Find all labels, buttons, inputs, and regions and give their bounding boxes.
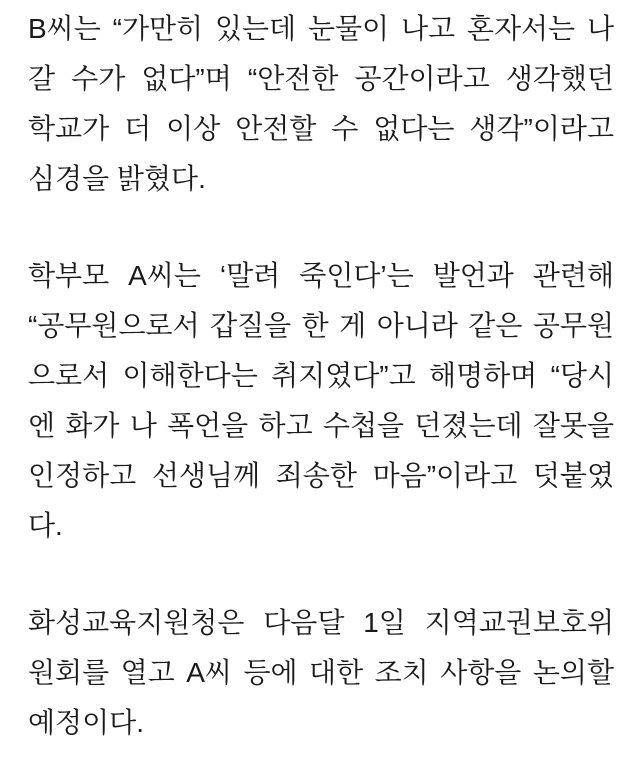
text-line: 화성교육지원청은 다음달 1일 지역교권보호위 <box>28 607 614 638</box>
paragraph-3 <box>28 598 614 748</box>
paragraph-1 <box>28 4 614 204</box>
text-line: 학부모 A씨는 ‘말려 죽인다’는 발언과 관련해 <box>28 260 614 291</box>
text-line: 엔 화가 나 폭언을 하고 수첩을 던졌는데 잘못을 <box>28 410 614 441</box>
text-line: 다. <box>28 510 63 541</box>
text-line: 갈 수가 없다”며 “안전한 공간이라고 생각했던 <box>28 63 614 94</box>
text-line: 학교가 더 이상 안전할 수 없다는 생각”이라고 <box>28 113 614 144</box>
paragraph-2 <box>28 251 614 551</box>
text-line: 심경을 밝혔다. <box>28 163 206 194</box>
text-line: 으로서 이해한다는 취지였다”고 해명하며 “당시 <box>28 360 614 391</box>
text-line: “공무원으로서 갑질을 한 게 아니라 같은 공무원 <box>28 310 614 341</box>
text-line: 예정이다. <box>28 707 144 738</box>
text-line: B씨는 “가만히 있는데 눈물이 나고 혼자서는 나 <box>28 13 614 44</box>
text-line: 인정하고 선생님께 죄송한 마음”이라고 덧붙였 <box>28 460 614 491</box>
text-line: 원회를 열고 A씨 등에 대한 조치 사항을 논의할 <box>28 657 614 688</box>
